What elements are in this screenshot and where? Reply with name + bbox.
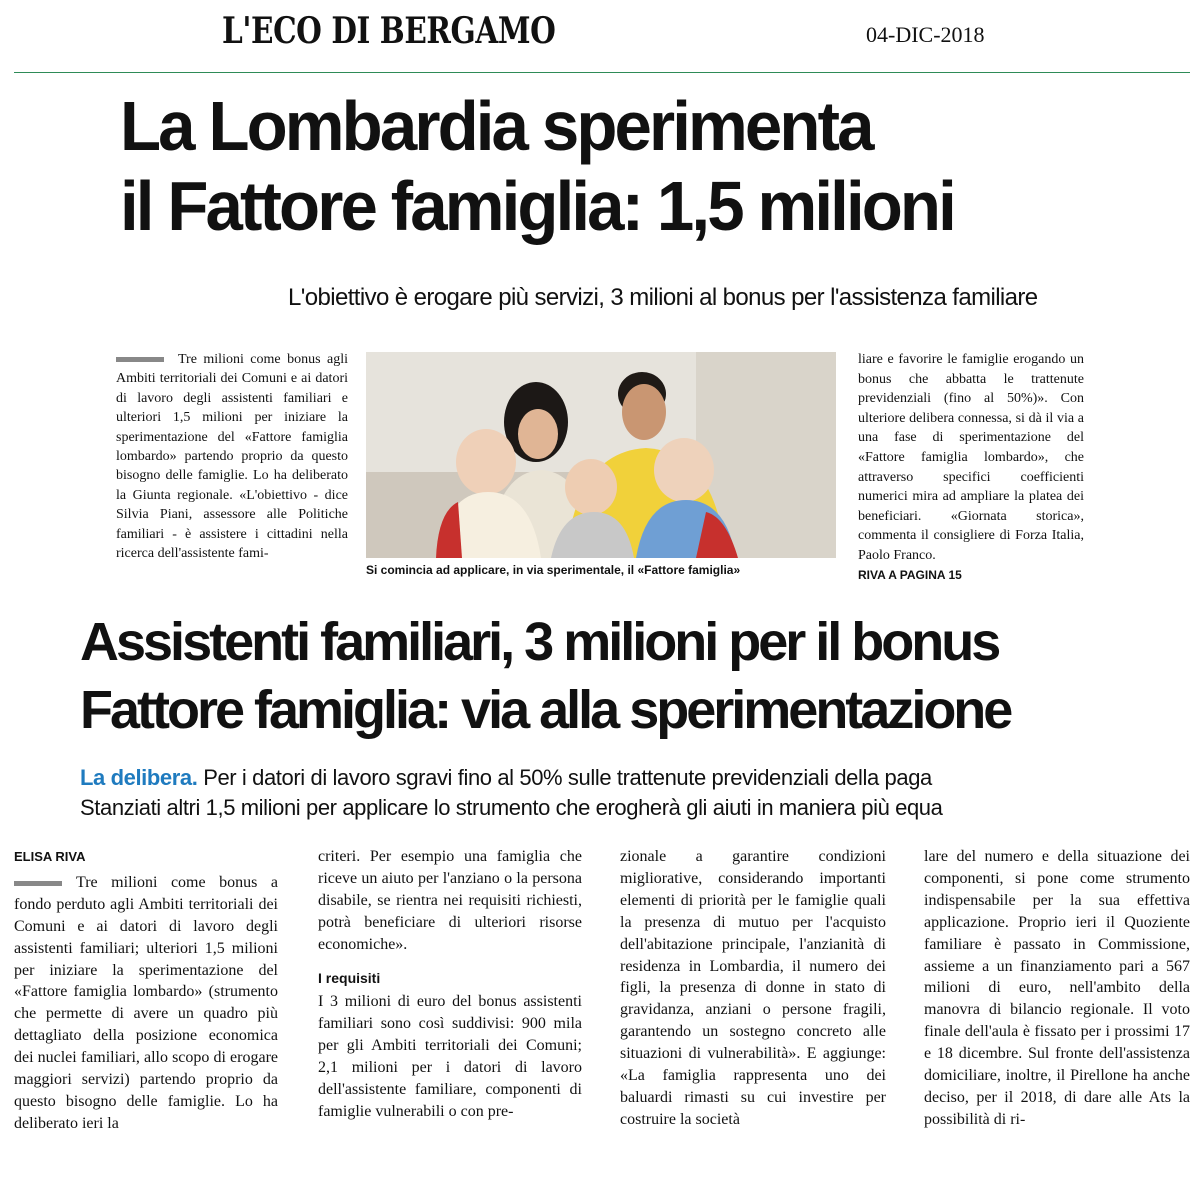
article-headline bbox=[80, 608, 1010, 744]
masthead: L'ECO DI BERGAMO bbox=[222, 10, 556, 52]
article-marker bbox=[14, 881, 62, 886]
article-kicker: La delibera. bbox=[80, 765, 198, 790]
article-column-3 bbox=[620, 846, 886, 1131]
lead-marker bbox=[116, 357, 164, 362]
article-column-3-text: zionale a garantire condizioni migliorative, considerando importanti elementi di priorità per le famiglie quali la presenza di mutuo per l'acquisto dell'abitazione principale, l'anzianità di residenza in Lombardia, il numero dei figli, la presenza di donne in stato di gravidanza, anziani o persone fragili, garantendo un sostegno concreto alle situazioni di vulnerabilità». E aggiunge: «La famiglia rappresenta uno dei baluardi rimasti su cui investire per costruire la società bbox=[620, 848, 886, 1128]
article-column-2 bbox=[318, 846, 582, 1123]
lead-headline-line2: il Fattore famiglia: 1,5 milioni bbox=[120, 167, 954, 245]
article-headline-line1: Assistenti familiari, 3 milioni per il bonus bbox=[80, 612, 999, 672]
lead-headline bbox=[120, 86, 954, 246]
article-column-2-text-b: I 3 milioni di euro del bonus assistenti familiari sono così suddivisi: 900 mila per gli Ambiti territoriali dei Comuni; 2,1 milioni per i datori di lavoro dell'assistente familiare, componenti di famiglie vulnerabili o con pre- bbox=[318, 993, 582, 1120]
article-column-4-text: lare del numero e della situazione dei componenti, si pone come strumento indispensabile per la sua effettiva applicazione. Proprio ieri il Quoziente familiare è passato in Commissione, assieme a un finanziamento pari a 567 milioni di euro, nell'ambito della manovra di bilancio regionale. Il voto finale dell'aula è fissato per i prossimi 17 e 18 dicembre. Sul fronte dell'assistenza domiciliare, inoltre, il Pirellone ha anche deciso, per il 2018, di dare alle Ats la possibilità di ri- bbox=[924, 848, 1190, 1128]
lead-signature: RIVA A PAGINA 15 bbox=[858, 567, 962, 582]
article-column-4 bbox=[924, 846, 1190, 1131]
article-subtitle-line2: Stanziati altri 1,5 milioni per applicare lo strumento che erogherà gli aiuti in maniera più equa bbox=[80, 795, 943, 820]
header-rule bbox=[14, 72, 1190, 73]
family-photo bbox=[366, 352, 836, 558]
lead-photo bbox=[366, 352, 836, 558]
lead-column-1 bbox=[116, 350, 348, 563]
article-column-1 bbox=[14, 846, 278, 1135]
byline: ELISA RIVA bbox=[14, 849, 86, 864]
article-headline-line2: Fattore famiglia: via alla sperimentazione bbox=[80, 680, 1011, 740]
subhead-requisiti: I requisiti bbox=[318, 969, 381, 986]
lead-column-2 bbox=[858, 350, 1084, 585]
article-column-2-text-a: criteri. Per esempio una famiglia che riceve un aiuto per l'anziano o la persona disabile, se rientra nei requisiti richiesti, potrà beneficiare di ulteriori risorse economiche». bbox=[318, 848, 582, 953]
article-column-1-text: Tre milioni come bonus a fondo perduto agli Ambiti territoriali dei Comuni e ai datori di lavoro degli assistenti familiari; ulteriori 1,5 milioni per iniziare la sperimentazione del «Fattore famiglia lombardo» (strumento che permette di avere un quadro più dettagliato della posizione economica dei nuclei familiari, allo scopo di erogare maggiori servizi) partendo proprio da questo bisogno delle famiglie. Lo ha deliberato ieri la bbox=[14, 873, 278, 1132]
photo-caption: Si comincia ad applicare, in via sperimentale, il «Fattore famiglia» bbox=[366, 563, 741, 577]
article-subtitle bbox=[80, 763, 942, 823]
publication-date: 04-DIC-2018 bbox=[866, 22, 985, 47]
lead-column-1-text: Tre milioni come bonus agli Ambiti territoriali dei Comuni e ai datori di lavoro degli assistenti familiari e ulteriori 1,5 milioni per iniziare la sperimentazione del «Fattore famiglia lombardo» partendo proprio da questo bisogno delle famiglie. Lo ha deliberato la Giunta regionale. «L'obiettivo - dice Silvia Piani, assessore alle Politiche familiari - è assistere i cittadini nella ricerca dell'assistente fami- bbox=[116, 352, 348, 562]
lead-column-2-text: liare e favorire le famiglie erogando un bonus che abbatta le trattenute previdenziali (fino al 50%)». Con ulteriore delibera connessa, si dà il via a una fase di sperimentazione del «Fattore famiglia lombardo», che attraverso specifici coefficienti numerici mira ad ampliare la platea dei beneficiari. «Giornata storica», commenta il consigliere di Forza Italia, Paolo Franco. bbox=[858, 352, 1084, 563]
lead-subtitle: L'obiettivo è erogare più servizi, 3 milioni al bonus per l'assistenza familiare bbox=[288, 284, 1038, 311]
article-subtitle-line1: Per i datori di lavoro sgravi fino al 50% sulle trattenute previdenziali della paga bbox=[203, 765, 932, 790]
lead-headline-line1: La Lombardia sperimenta bbox=[120, 87, 872, 165]
